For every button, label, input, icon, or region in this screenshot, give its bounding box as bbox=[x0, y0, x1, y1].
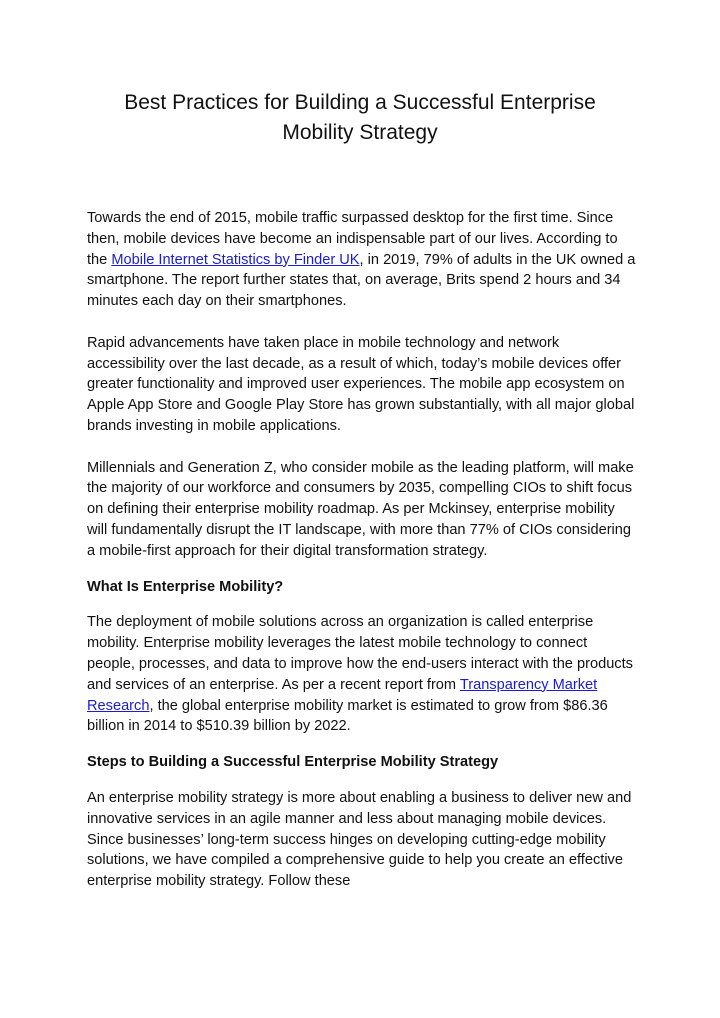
paragraph-intro bbox=[87, 208, 639, 312]
transparency-market-research-link[interactable]: Transparency Market Research bbox=[87, 676, 598, 714]
paragraph-intro-text-start: Towards the end of 2015, mobile traffic surpassed desktop for the first time. Since then, mobile devices have become an indispensable part of our lives. According to the bbox=[87, 210, 618, 268]
page-title bbox=[60, 88, 660, 148]
paragraph-definition-text-end: , the global enterprise mobility market is estimated to grow from $86.36 billion in 2014 to $510.39 billion by 2022. bbox=[87, 697, 608, 735]
paragraph-definition-text-start: The deployment of mobile solutions across an organization is called enterprise mobility. Enterprise mobility leverages the latest mobile technology to connect people, processes, and data to improve how the end-users interact with the products and services of an enterprise. As per a recent report from bbox=[87, 614, 633, 693]
section-heading-what-is: What Is Enterprise Mobility? bbox=[87, 578, 284, 595]
section-heading-steps: Steps to Building a Successful Enterprise Mobility Strategy bbox=[87, 754, 499, 771]
title-line-2: Mobility Strategy bbox=[282, 121, 438, 144]
paragraph-strategy: An enterprise mobility strategy is more about enabling a business to deliver new and innovative services in an agile manner and less about managing mobile devices. Since businesses’ long-term success hinges on developing cutting-edge mobility solutions, we have compiled a comprehensive guide to help you create an effective enterprise mobility strategy. Follow these bbox=[87, 789, 632, 890]
paragraph-advancements: Rapid advancements have taken place in mobile technology and network accessibility over the last decade, as a result of which, today’s mobile devices offer greater functionality and improved user experiences. The mobile app ecosystem on Apple App Store and Google Play Store has grown substantially, with all major global brands investing in mobile applications. bbox=[87, 334, 635, 434]
article-body bbox=[87, 208, 639, 892]
finder-uk-stats-link[interactable]: Mobile Internet Statistics by Finder UK bbox=[111, 251, 360, 268]
paragraph-definition bbox=[87, 612, 639, 737]
paragraph-intro-text-end: , in 2019, 79% of adults in the UK owned a smartphone. The report further states that, on average, Brits spend 2 hours and 34 minutes each day on their smartphones. bbox=[87, 251, 636, 310]
title-line-1: Best Practices for Building a Successful Enterprise bbox=[124, 91, 596, 114]
paragraph-millennials: Millennials and Generation Z, who consider mobile as the leading platform, will make the majority of our workforce and consumers by 2035, compelling CIOs to shift focus on defining their enterprise mobility roadmap. As per Mckinsey, enterprise mobility will fundamentally disrupt the IT landscape, with more than 77% of CIOs considering a mobile-first approach for their digital transformation strategy. bbox=[87, 459, 634, 559]
